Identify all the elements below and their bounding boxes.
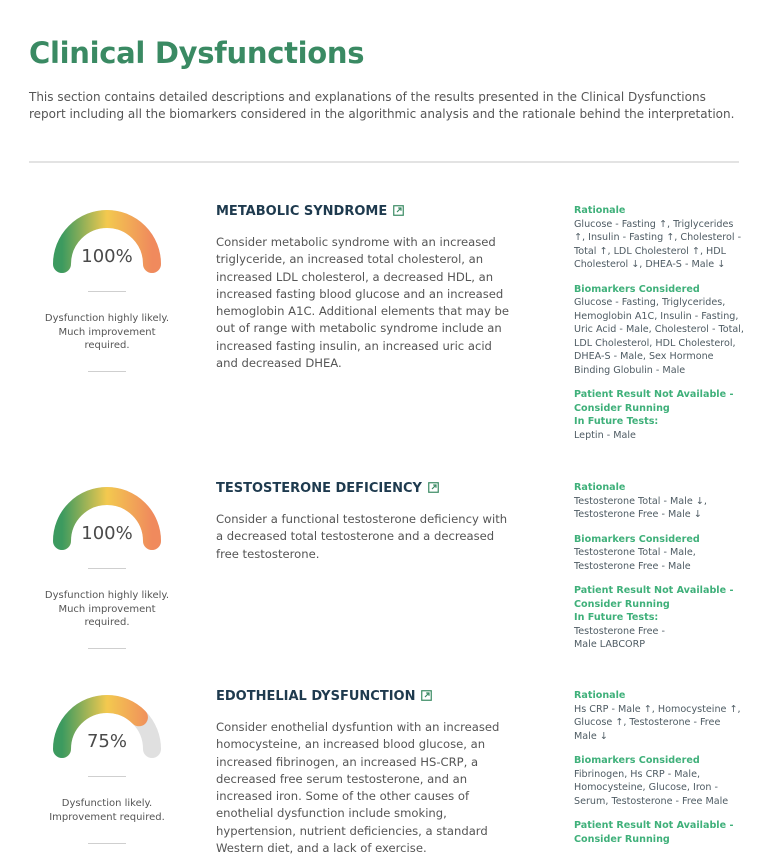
divider — [29, 161, 739, 163]
rationale-label: Rationale — [574, 482, 626, 493]
rationale-label: Rationale — [574, 205, 626, 216]
gauge-divider — [88, 776, 126, 777]
rationale-value: Glucose - Fasting ↑, Triglycerides ↑, Insulin - Fasting ↑, Cholesterol - Total ↑, LDL Cholesterol ↑, HDL Cholesterol ↓, DHEA-S - Male ↓ — [574, 218, 742, 270]
score-gauge — [48, 204, 166, 276]
dysfunction-description: Consider enothelial dysfuntion with an increased homocysteine, an increased blood glucose, an increased fibrinogen, an increased HS-CRP, a decreased free serum testosterone, and an increased iron. Some of the other causes of enothelial dysfunction include smoking, hypertension, nutrient deficiencies, a standard Western diet, and a lack of exercise. — [216, 720, 500, 856]
gauge-divider — [88, 568, 126, 569]
rationale-value: Hs CRP - Male ↑, Homocysteine ↑, Glucose ↑, Testosterone - Free Male ↓ — [574, 703, 741, 742]
biomarkers-value: Testosterone Total - Male, Testosterone Free - Male — [574, 547, 696, 572]
external-link-icon[interactable] — [421, 690, 432, 705]
gauge-divider — [88, 291, 126, 292]
not-available-value: Leptin - Male — [574, 429, 636, 441]
not-available-label: Patient Result Not Available - — [574, 820, 734, 831]
dysfunction-details: Rationale Hs CRP - Male ↑, Homocysteine ↑, Glucose ↑, Testosterone - Free Male ↓ Biomarkers Considered Fibrinogen, Hs CRP - Male, Homocysteine, Glucose, Iron - Serum, Testosterone - Free Male Patient Result Not Available - Consider Running — [574, 689, 744, 857]
gauge-caption: Dysfunction likely. Improvement required. — [49, 798, 165, 823]
score-gauge — [48, 689, 166, 761]
gauge-caption: Dysfunction highly likely. Much improvement required. — [44, 590, 170, 628]
dysfunction-title[interactable]: EDOTHELIAL DYSFUNCTION — [216, 689, 432, 705]
biomarkers-label: Biomarkers Considered — [574, 283, 700, 295]
not-available-value: Testosterone Free - — [574, 625, 665, 637]
gauge-percent: 100% — [81, 246, 133, 267]
biomarkers-value: Glucose - Fasting, Triglycerides, Hemoglobin A1C, Insulin - Fasting, Uric Acid - Male, Cholesterol - Total, LDL Cholesterol, HDL Cholesterol, DHEA-S - Male, Sex Hormone Binding Globulin - Male — [574, 297, 744, 376]
gauge-divider — [88, 371, 126, 372]
page-title: Clinical Dysfunctions — [29, 36, 365, 70]
score-gauge — [48, 481, 166, 553]
external-link-icon[interactable] — [393, 205, 404, 220]
biomarkers-value: Fibrinogen, Hs CRP - Male, Homocysteine, Glucose, Iron - Serum, Testosterone - Free Male — [574, 768, 729, 807]
gauge-caption: Dysfunction highly likely. Much improvement required. — [44, 313, 170, 351]
page-intro: This section contains detailed descriptions and explanations of the results presented in the Clinical Dysfunctions report including all the biomarkers considered in the algorithmic analysis and the rationale behind the interpretation. — [29, 90, 735, 121]
external-link-icon[interactable] — [428, 482, 439, 497]
rationale-value: Testosterone Total - Male ↓, Testosterone Free - Male ↓ — [574, 495, 707, 520]
gauge-divider — [88, 648, 126, 649]
gauge-divider — [88, 843, 126, 844]
dysfunction-title[interactable]: TESTOSTERONE DEFICIENCY — [216, 481, 439, 497]
gauge-percent: 75% — [86, 731, 127, 752]
dysfunction-title[interactable]: METABOLIC SYNDROME — [216, 204, 404, 220]
dysfunction-description: Consider metabolic syndrome with an increased triglyceride, an increased total cholesterol, an increased LDL cholesterol, a decreased HDL, an increased fasting blood glucose and an increased hemoglobin A1C. Additional elements that may be out of range with metabolic syndrome include an increased fasting insulin, an increased uric acid and decreased DHEA. — [216, 235, 510, 371]
rationale-label: Rationale — [574, 690, 626, 701]
dysfunction-details: Rationale Glucose - Fasting ↑, Triglycerides ↑, Insulin - Fasting ↑, Cholesterol - Total ↑, LDL Cholesterol ↑, HDL Cholesterol ↓, DHEA-S - Male ↓ Biomarkers Considered Glucose - Fasting, Triglycerides, Hemoglobin A1C, Insulin - Fasting, Uric Acid - Male, Cholesterol - Total, LDL Cholesterol, HDL Cholesterol, DHEA-S - Male, Sex Hormone Binding Globulin - Male Patient Result Not Available - Consider Running In Future Tests: Leptin - Male — [574, 205, 744, 441]
biomarkers-label: Biomarkers Considered — [574, 533, 700, 545]
not-available-label: Patient Result Not Available - — [574, 389, 734, 400]
not-available-label: Patient Result Not Available - — [574, 585, 734, 596]
gauge-percent: 100% — [81, 523, 133, 544]
dysfunction-description: Consider a functional testosterone deficiency with a decreased total testosterone and a decreased free testosterone. — [216, 512, 508, 561]
biomarkers-label: Biomarkers Considered — [574, 755, 700, 766]
dysfunction-details: Rationale Testosterone Total - Male ↓, Testosterone Free - Male ↓ Biomarkers Considered Testosterone Total - Male, Testosterone Free - Male Patient Result Not Available - Consider Running In Future Tests: Testosterone Free - Male LABCORP — [574, 481, 744, 663]
